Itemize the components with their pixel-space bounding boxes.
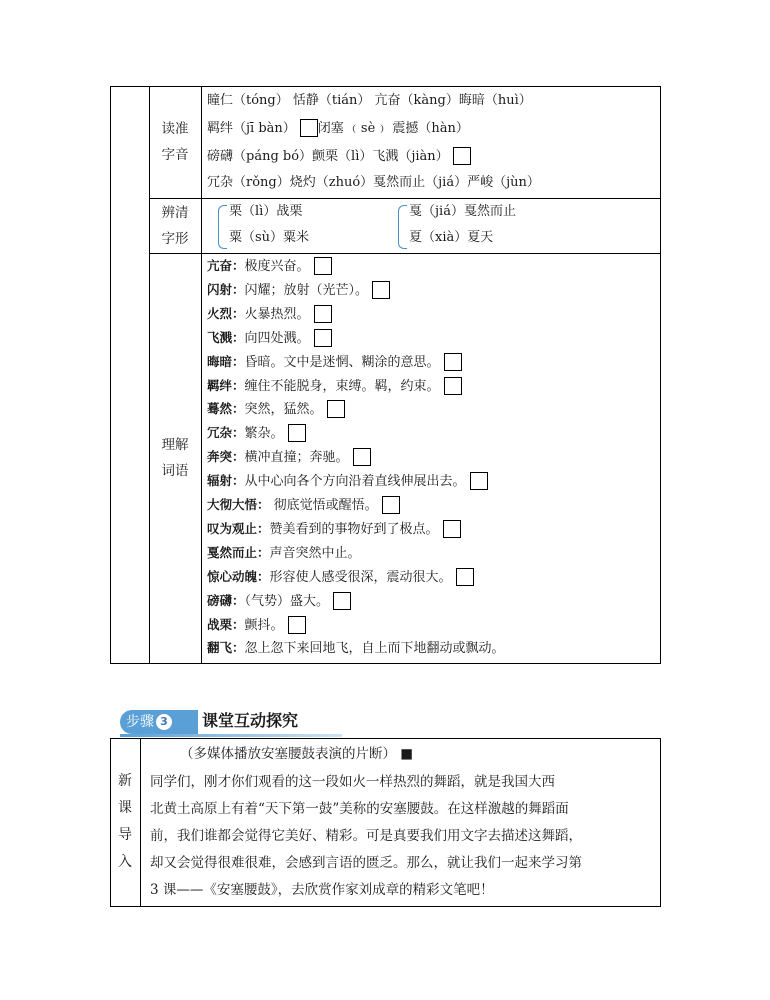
vocab-item: [207, 568, 474, 587]
vocab-item: [207, 424, 306, 443]
checkbox-icon[interactable]: [382, 496, 400, 514]
vocab-term: 戛然而止：: [207, 544, 270, 560]
checkbox-icon[interactable]: [444, 353, 462, 371]
vocab-term: 羁绊：: [207, 377, 245, 393]
vocab-term: 奔突：: [207, 449, 245, 465]
step-badge: [120, 710, 198, 734]
section-label-distinguish: [149, 200, 201, 252]
label-line: 理解: [161, 437, 189, 453]
vocab-item: [207, 305, 332, 324]
checkbox-icon[interactable]: [327, 400, 345, 418]
vocab-item: [207, 353, 462, 372]
vocab-definition: 火暴热烈。: [244, 306, 310, 322]
vocab-definition: 形容使人感受很深，震动很大。: [269, 569, 452, 585]
vocab-term: 蓦然：: [207, 401, 245, 417]
label-line: 辨清: [161, 205, 189, 221]
step-title: 课堂互动探究: [202, 711, 299, 730]
distinguish-item: 栗（lì）战栗: [229, 204, 303, 219]
vocab-item: [207, 496, 400, 515]
vocab-item: [207, 257, 332, 276]
vocab-definition: 缠住不能脱身，束缚。羁，约束。: [244, 378, 440, 394]
intro-line: （多媒体播放安塞腰鼓表演的片断） ■: [180, 746, 414, 762]
checkbox-icon[interactable]: [444, 377, 462, 395]
vocab-term: 飞溅：: [207, 329, 245, 345]
label-line: 字音: [161, 147, 189, 163]
vocab-definition: 从中心向各个方向沿着直线伸展出去。: [244, 474, 466, 490]
pronunciation-row: [207, 147, 471, 166]
checkbox-icon[interactable]: [353, 448, 371, 466]
vocab-definition: 忽上忽下来回地飞，自上而下地翻动或飘动。: [244, 641, 505, 657]
vocab-item: [207, 448, 371, 467]
vocab-item: [207, 281, 390, 300]
checkbox-icon[interactable]: [453, 147, 471, 165]
label-line: 词语: [161, 463, 189, 479]
intro-line: 3 课——《安塞腰鼓》，去欣赏作家刘成章的精彩文笔吧！: [150, 882, 494, 898]
intro-label: [110, 768, 140, 876]
checkbox-icon[interactable]: [314, 329, 332, 347]
pronunciation-text: 磅礴（páng bó）颤栗（lì）飞溅（jiàn）: [207, 149, 449, 164]
vocab-definition: 极度兴奋。: [244, 259, 310, 274]
label-line: 字形: [161, 231, 189, 247]
vocab-definition: 赞美看到的事物好到了极点。: [269, 521, 439, 537]
checkbox-icon[interactable]: [288, 616, 306, 634]
vocab-definition: （气势）盛大。: [244, 593, 330, 609]
vocab-item: [207, 592, 351, 611]
checkbox-icon[interactable]: [314, 305, 332, 323]
vocab-definition: 声音突然中止。: [269, 545, 361, 561]
vocab-term: 晦暗：: [207, 353, 245, 369]
vocab-item: [207, 400, 345, 419]
vocab-term: 磅礴：: [207, 592, 245, 608]
vocab-term: 大彻大悟：: [207, 497, 270, 512]
vocab-term: 闪射：: [207, 281, 245, 297]
intro-label-char: 课: [118, 800, 132, 816]
section-label-vocabulary: [149, 432, 201, 484]
intro-label-char: 新: [118, 773, 132, 789]
intro-label-char: 导: [118, 827, 132, 843]
intro-label-char: 入: [118, 854, 132, 870]
distinguish-item: 戛（jiá）戛然而止: [409, 204, 516, 219]
brace-icon: [398, 205, 407, 249]
step-badge-label: 步骤: [126, 714, 154, 730]
brace-icon: [218, 205, 227, 249]
vocab-item: [207, 639, 505, 658]
step-number: 3: [156, 714, 172, 730]
checkbox-icon[interactable]: [470, 472, 488, 490]
pronunciation-row: 瞳仁（tóng） 恬静（tián） 亢奋（kàng）晦暗（huì）: [207, 93, 532, 108]
step-underline: [120, 734, 342, 737]
vocab-definition: 闪耀；放射（光芒）。: [244, 282, 369, 298]
vocab-item: [207, 616, 306, 635]
section-label-pronunciation: [149, 116, 201, 168]
vocab-term: 战栗：: [207, 616, 245, 632]
intro-line: 却又会觉得很难很难，会感到言语的匮乏。那么，就让我们一起来学习第: [150, 855, 582, 871]
vocab-item: [207, 544, 361, 563]
distinguish-item: 粟（sù）粟米: [229, 230, 310, 245]
vocab-item: [207, 520, 461, 539]
pronunciation-row: [207, 119, 469, 138]
pronunciation-row: 冗杂（rǒng）烧灼（zhuó）戛然而止（jiá）严峻（jùn）: [207, 175, 540, 190]
label-line: 读准: [161, 121, 189, 137]
checkbox-icon[interactable]: [300, 119, 318, 137]
vocab-term: 翻飞：: [207, 640, 245, 656]
vocab-term: 火烈：: [207, 305, 245, 321]
vocab-term: 亢奋：: [207, 258, 245, 273]
intro-line: 同学们，刚才你们观看的这一段如火一样热烈的舞蹈，就是我国大西: [150, 774, 555, 790]
vocab-term: 冗杂：: [207, 425, 245, 441]
vocab-term: 辐射：: [207, 473, 245, 489]
vocab-definition: 突然，猛然。: [244, 402, 323, 418]
pronunciation-text: 闭塞 ﹙sè﹚ 震撼（hàn）: [317, 121, 469, 136]
checkbox-icon[interactable]: [333, 592, 351, 610]
vocab-definition: 横冲直撞；奔驰。: [244, 450, 349, 466]
vocab-definition: 向四处溅。: [244, 330, 310, 346]
checkbox-icon[interactable]: [314, 257, 332, 275]
intro-line: 前，我们谁都会觉得它美好、精彩。可是真要我们用文字去描述这舞蹈，: [150, 828, 582, 844]
vocab-definition: 彻底觉悟或醒悟。: [269, 498, 378, 513]
vocab-item: [207, 377, 462, 396]
checkbox-icon[interactable]: [288, 424, 306, 442]
vocab-item: [207, 329, 332, 348]
vocab-definition: 繁杂。: [244, 426, 284, 442]
vocab-item: [207, 472, 488, 491]
vocab-term: 惊心动魄：: [207, 568, 270, 584]
distinguish-item: 夏（xià）夏天: [409, 230, 494, 245]
vocab-definition: 昏暗。文中是迷惘、糊涂的意思。: [244, 354, 440, 370]
vocab-definition: 颤抖。: [244, 617, 284, 633]
vocab-term: 叹为观止：: [207, 520, 270, 536]
checkbox-icon[interactable]: [456, 568, 474, 586]
checkbox-icon[interactable]: [443, 520, 461, 538]
checkbox-icon[interactable]: [372, 281, 390, 299]
pronunciation-text: 羁绊（jī bàn）: [207, 121, 296, 136]
intro-line: 北黄土高原上有着“天下第一鼓”美称的安塞腰鼓。在这样激越的舞蹈面: [150, 801, 569, 817]
